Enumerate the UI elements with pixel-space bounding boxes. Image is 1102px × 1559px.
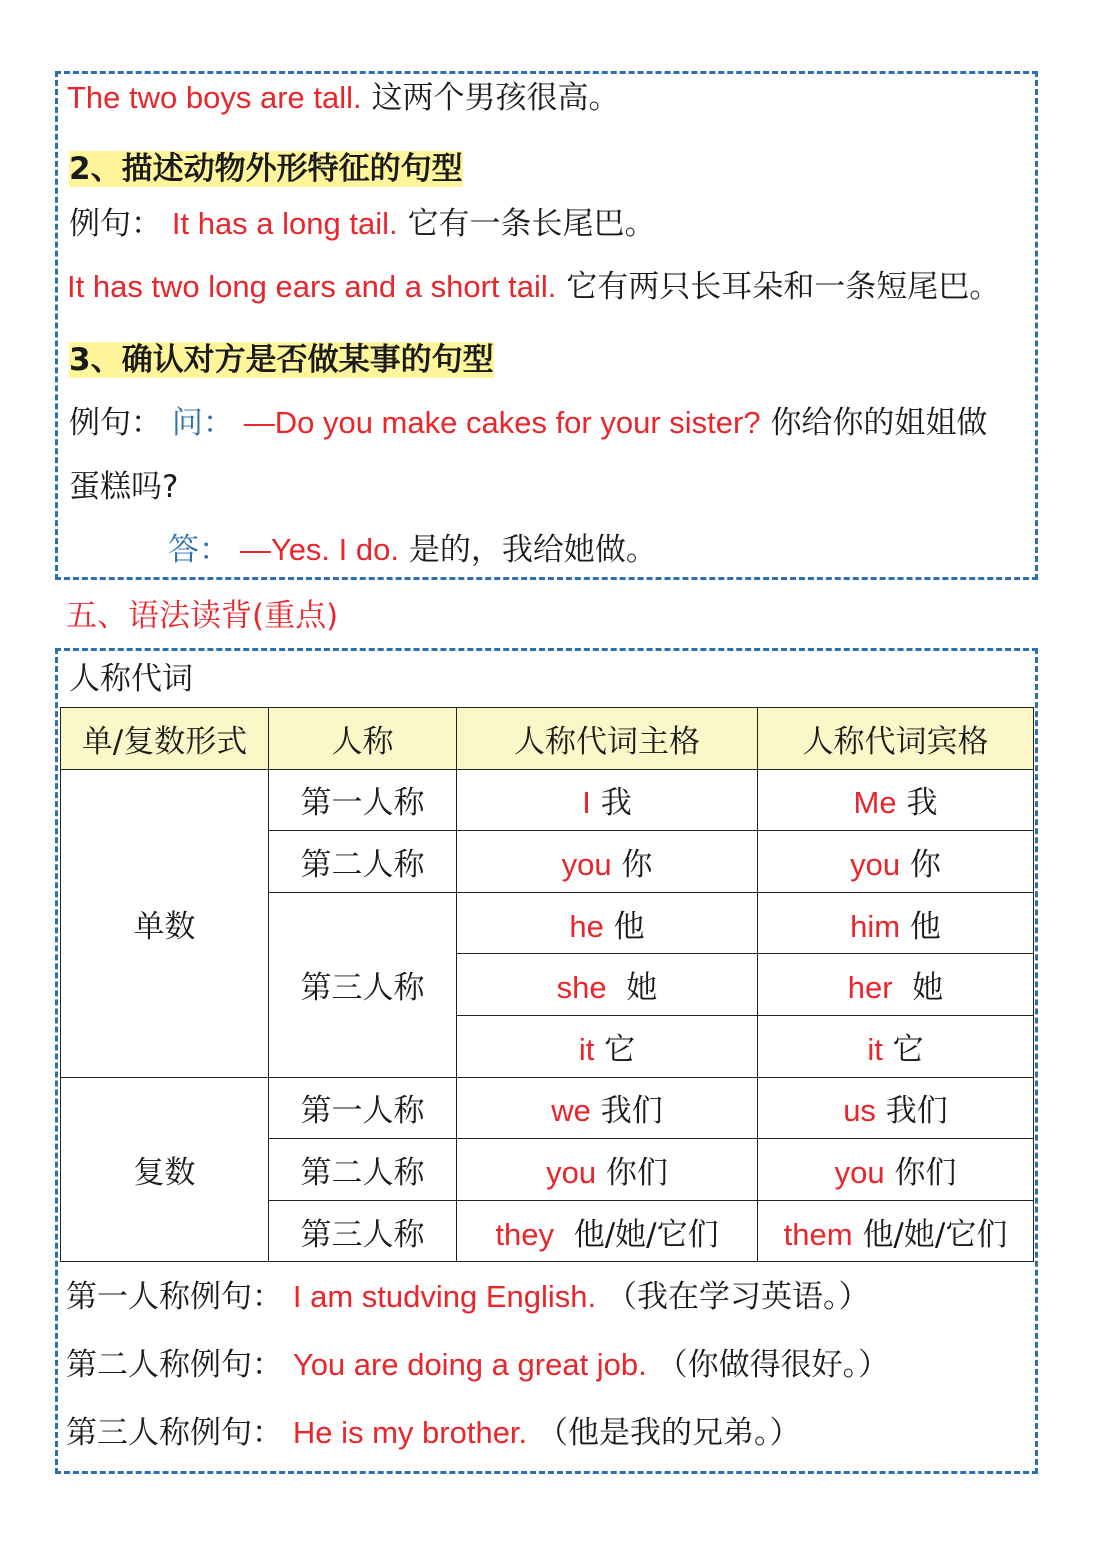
pronoun-en: Me (853, 785, 897, 821)
chinese-translation: 它有一条长尾巴。 (407, 206, 656, 242)
table-row (61, 1077, 1034, 1139)
chinese-translation: （我在学习英语。） (605, 1279, 870, 1315)
table-row (61, 769, 1034, 831)
subject-cell (457, 1015, 758, 1077)
object-cell (758, 892, 1034, 954)
subject-cell (457, 954, 758, 1016)
person-cell: 第三人称 (269, 1200, 457, 1262)
subject-cell (457, 1139, 758, 1201)
pronoun-zh: 我们 (885, 1093, 948, 1130)
english-sentence: It has two long ears and a short tail. (67, 269, 557, 304)
subject-cell (457, 892, 758, 954)
pronoun-en: us (843, 1093, 876, 1129)
english-sentence: You are doing a great job. (292, 1347, 647, 1382)
header-number: 单/复数形式 (61, 708, 269, 770)
subject-cell (457, 769, 758, 831)
subject-cell (457, 1200, 758, 1262)
example-label: 第一人称例句： (66, 1279, 283, 1315)
pronoun-zh: 我 (906, 785, 938, 822)
chinese-translation: 蛋糕吗? (69, 469, 179, 505)
object-cell (758, 831, 1034, 893)
person-cell-third: 第三人称 (269, 892, 457, 1077)
person-cell: 第一人称 (269, 769, 457, 831)
section-title-grammar: 五、语法读背(重点) (66, 598, 339, 634)
example-first-person (66, 1277, 869, 1317)
person-cell: 第一人称 (269, 1077, 457, 1139)
pronoun-zh: 它 (892, 1031, 924, 1068)
pronoun-en: they (495, 1216, 554, 1252)
pronoun-zh: 你们 (605, 1154, 668, 1191)
english-sentence: I am studving English. (292, 1279, 597, 1314)
object-cell (758, 1015, 1034, 1077)
example-line-question-cont (69, 467, 178, 507)
pronoun-en: him (850, 908, 901, 944)
pronoun-zh: 你们 (894, 1154, 957, 1191)
person-cell: 第二人称 (269, 1139, 457, 1201)
pronoun-zh: 她 (626, 970, 658, 1007)
singular-label: 单数 (61, 769, 269, 1077)
example-line-long-tail (69, 204, 655, 244)
subject-cell (457, 831, 758, 893)
pronoun-en: her (847, 970, 893, 1006)
object-cell (758, 954, 1034, 1016)
english-sentence: It has a long tail. (171, 206, 398, 241)
english-sentence: He is my brother. (292, 1415, 528, 1450)
example-line-boys-tall (67, 78, 620, 118)
box-title-pronouns: 人称代词 (69, 661, 193, 697)
object-cell (758, 1200, 1034, 1262)
english-sentence: —Do you make cakes for your sister? (243, 405, 761, 440)
heading-confirm-action (69, 340, 494, 380)
example-line-long-ears (67, 267, 1000, 307)
chinese-translation: 这两个男孩很高。 (371, 80, 620, 116)
header-subject-case: 人称代词主格 (457, 708, 758, 770)
heading-animal-features (69, 149, 463, 189)
pronoun-zh: 它 (604, 1031, 636, 1068)
object-cell (758, 1077, 1034, 1139)
pronoun-zh: 我们 (600, 1093, 663, 1130)
highlighted-heading: 2、描述动物外形特征的句型 (69, 151, 463, 187)
person-cell: 第二人称 (269, 831, 457, 893)
pronoun-zh: 她 (912, 970, 944, 1007)
example-label: 第三人称例句： (66, 1415, 283, 1451)
pronoun-en: you (546, 1154, 597, 1190)
pronoun-en: you (834, 1154, 885, 1190)
example-prefix: 例句： (69, 206, 162, 242)
highlighted-heading: 3、确认对方是否做某事的句型 (69, 342, 494, 378)
pronoun-en: you (561, 846, 612, 882)
chinese-translation: 它有两只长耳朵和一条短尾巴。 (566, 269, 1001, 305)
pronoun-en: you (850, 846, 901, 882)
english-sentence: —Yes. I do. (239, 532, 399, 567)
answer-label: 答： (168, 532, 230, 568)
object-cell (758, 769, 1034, 831)
example-line-answer (168, 530, 657, 570)
example-label: 第二人称例句： (66, 1347, 283, 1383)
pronoun-zh: 他 (613, 908, 645, 945)
pronoun-en: we (551, 1093, 591, 1129)
object-cell (758, 1139, 1034, 1201)
pronoun-zh: 他/她/它们 (573, 1216, 719, 1253)
example-third-person (66, 1413, 801, 1453)
subject-cell (457, 1077, 758, 1139)
example-second-person (66, 1345, 889, 1385)
chinese-translation: （他是我的兄弟。） (537, 1415, 801, 1451)
pronoun-zh: 他/她/它们 (862, 1216, 1008, 1253)
header-person: 人称 (269, 708, 457, 770)
pronoun-zh: 他 (909, 908, 941, 945)
chinese-translation: 你给你的姐姐做 (770, 405, 988, 441)
pronoun-en: them (783, 1216, 853, 1252)
pronoun-table (60, 707, 1034, 1262)
plural-label: 复数 (61, 1077, 269, 1262)
chinese-translation: 是的，我给她做。 (408, 532, 657, 568)
pronoun-en: it (867, 1031, 883, 1067)
table-header-row (61, 708, 1034, 770)
chinese-translation: （你做得很好。） (656, 1347, 890, 1383)
pronoun-en: I (582, 785, 591, 821)
pronoun-zh: 你 (909, 846, 941, 883)
example-line-question (69, 403, 987, 443)
pronoun-zh: 我 (600, 785, 632, 822)
pronoun-en: it (578, 1031, 595, 1067)
english-sentence: The two boys are tall. (67, 80, 362, 115)
question-label: 问： (171, 405, 234, 441)
pronoun-zh: 你 (621, 846, 653, 883)
example-prefix: 例句： (69, 405, 162, 441)
pronoun-en: he (569, 908, 604, 944)
pronoun-en: she (556, 970, 607, 1006)
header-object-case: 人称代词宾格 (758, 708, 1034, 770)
sentence-pattern-box (55, 71, 1038, 580)
